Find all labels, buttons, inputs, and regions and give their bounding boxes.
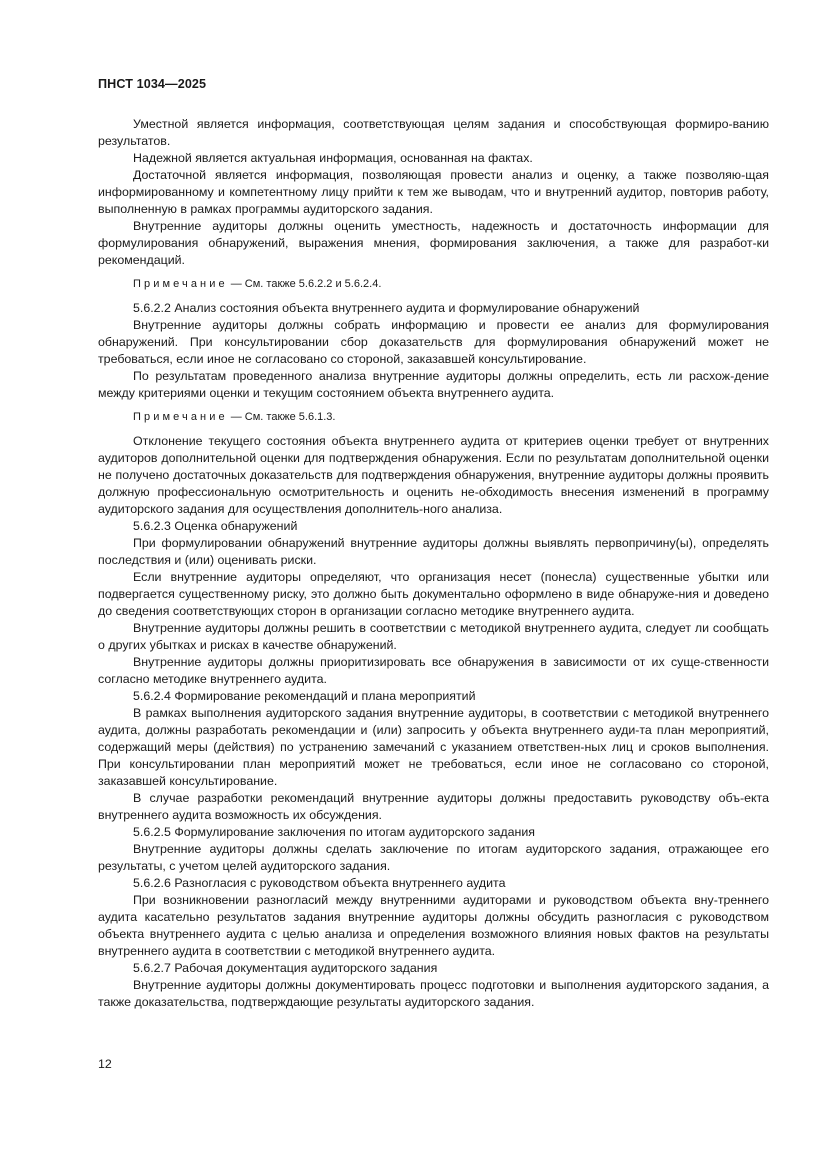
note-label: Примечание bbox=[133, 278, 228, 290]
paragraph: Внутренние аудиторы должны собрать информацию и провести ее анализ для формулирования обнаружений. При консультировании сбор доказательств для формулирования обнаружений может не требоваться, если иное не согласовано со стороной, заказавшей консультирование. bbox=[98, 318, 769, 366]
paragraph: 5.6.2.5 Формулирование заключения по итогам аудиторского задания bbox=[133, 825, 536, 839]
page-number: 12 bbox=[98, 1057, 112, 1071]
paragraph: 5.6.2.4 Формирование рекомендаций и плана мероприятий bbox=[133, 689, 476, 703]
paragraph: В рамках выполнения аудиторского задания внутренние аудиторы, в соответствии с методикой внутреннего аудита, должны разработать рекомендации и (или) запросить у объекта внутреннего ауди-та план мероприятий, содержащий меры (действия) по устранению замечаний с указанием ответствен-ных лиц и сроков выполнения. При консультировании план мероприятий может не требоваться, если иное не согласовано со стороной, заказавшей консультирование. bbox=[98, 706, 769, 788]
paragraph: Надежной является актуальная информация, основанная на фактах. bbox=[133, 151, 533, 165]
paragraph: 5.6.2.2 Анализ состояния объекта внутреннего аудита и формулирование обнаружений bbox=[133, 301, 640, 315]
paragraph: Внутренние аудиторы должны оценить уместность, надежность и достаточность информации для формулирования обнаружений, выражения мнения, формирования заключения, а также для разработ-ки рекомендаций. bbox=[98, 219, 769, 267]
note-text: — См. также 5.6.1.3. bbox=[230, 411, 336, 423]
paragraph: В случае разработки рекомендаций внутренние аудиторы должны предоставить руководству объ-екта внутреннего аудита возможность их обсуждения. bbox=[98, 791, 769, 822]
note-text: — См. также 5.6.2.2 и 5.6.2.4. bbox=[230, 278, 382, 290]
paragraph: 5.6.2.7 Рабочая документация аудиторского задания bbox=[133, 961, 438, 975]
paragraph: Если внутренние аудиторы определяют, что организация несет (понесла) существенные убытки или подвергается существенному риску, это должно быть документально оформлено в виде обнаруже-ния и доведено до сведения соответствующих сторон в организации согласно методике внутреннего аудита. bbox=[98, 570, 769, 618]
paragraph: 5.6.2.3 Оценка обнаружений bbox=[133, 519, 298, 533]
paragraph: Внутренние аудиторы должны документировать процесс подготовки и выполнения аудиторского задания, а также доказательства, подтверждающие результаты аудиторского задания. bbox=[98, 978, 769, 1009]
paragraph: Достаточной является информация, позволяющая провести анализ и оценку, а также позволяю-щая информированному и компетентному лицу прийти к тем же выводам, что и внутренний аудитор, повторив работу, выполненную в рамках программы аудиторского задания. bbox=[98, 168, 769, 216]
paragraph: Внутренние аудиторы должны сделать заключение по итогам аудиторского задания, отражающее его результаты, с учетом целей аудиторского задания. bbox=[98, 842, 769, 873]
document-body bbox=[98, 116, 769, 1011]
paragraph: Внутренние аудиторы должны решить в соответствии с методикой внутреннего аудита, следует ли сообщать о других убытках и рисках в качестве обнаружений. bbox=[98, 621, 769, 652]
paragraph: Отклонение текущего состояния объекта внутреннего аудита от критериев оценки требует от внутренних аудиторов дополнительной оценки для подтверждения обнаружения. Если по результатам дополнительной оценки не получено достаточных доказательств для подтверждения обнаружения, внутренние аудиторы должны проявить должную профессиональную осмотрительность и оценить не-обходимость внесения изменений в программу аудиторского задания для осуществления дополнитель-ного анализа. bbox=[98, 434, 769, 516]
note bbox=[98, 276, 769, 293]
paragraph: Уместной является информация, соответствующая целям задания и способствующая формиро-ванию результатов. bbox=[98, 117, 769, 148]
document-header: ПНСТ 1034—2025 bbox=[98, 77, 207, 91]
paragraph: При возникновении разногласий между внутренними аудиторами и руководством объекта вну-треннего аудита касательно результатов задания внутренние аудиторы должны обсудить разногласия с руководством объекта внутреннего аудита с целью анализа и определения возможного влияния новых фактов на результаты внутреннего аудита в соответствии с методикой внутреннего аудита. bbox=[98, 893, 769, 958]
paragraph: По результатам проведенного анализа внутренние аудиторы должны определить, есть ли расхож-дение между критериями оценки и текущим состоянием объекта внутреннего аудита. bbox=[98, 369, 769, 400]
note-label: Примечание bbox=[133, 411, 228, 423]
note bbox=[98, 409, 769, 426]
paragraph: 5.6.2.6 Разногласия с руководством объекта внутреннего аудита bbox=[133, 876, 506, 890]
paragraph: Внутренние аудиторы должны приоритизировать все обнаружения в зависимости от их суще-ственности согласно методике внутреннего аудита. bbox=[98, 655, 769, 686]
paragraph: При формулировании обнаружений внутренние аудиторы должны выявлять первопричину(ы), определять последствия и (или) оценивать риски. bbox=[98, 536, 769, 567]
